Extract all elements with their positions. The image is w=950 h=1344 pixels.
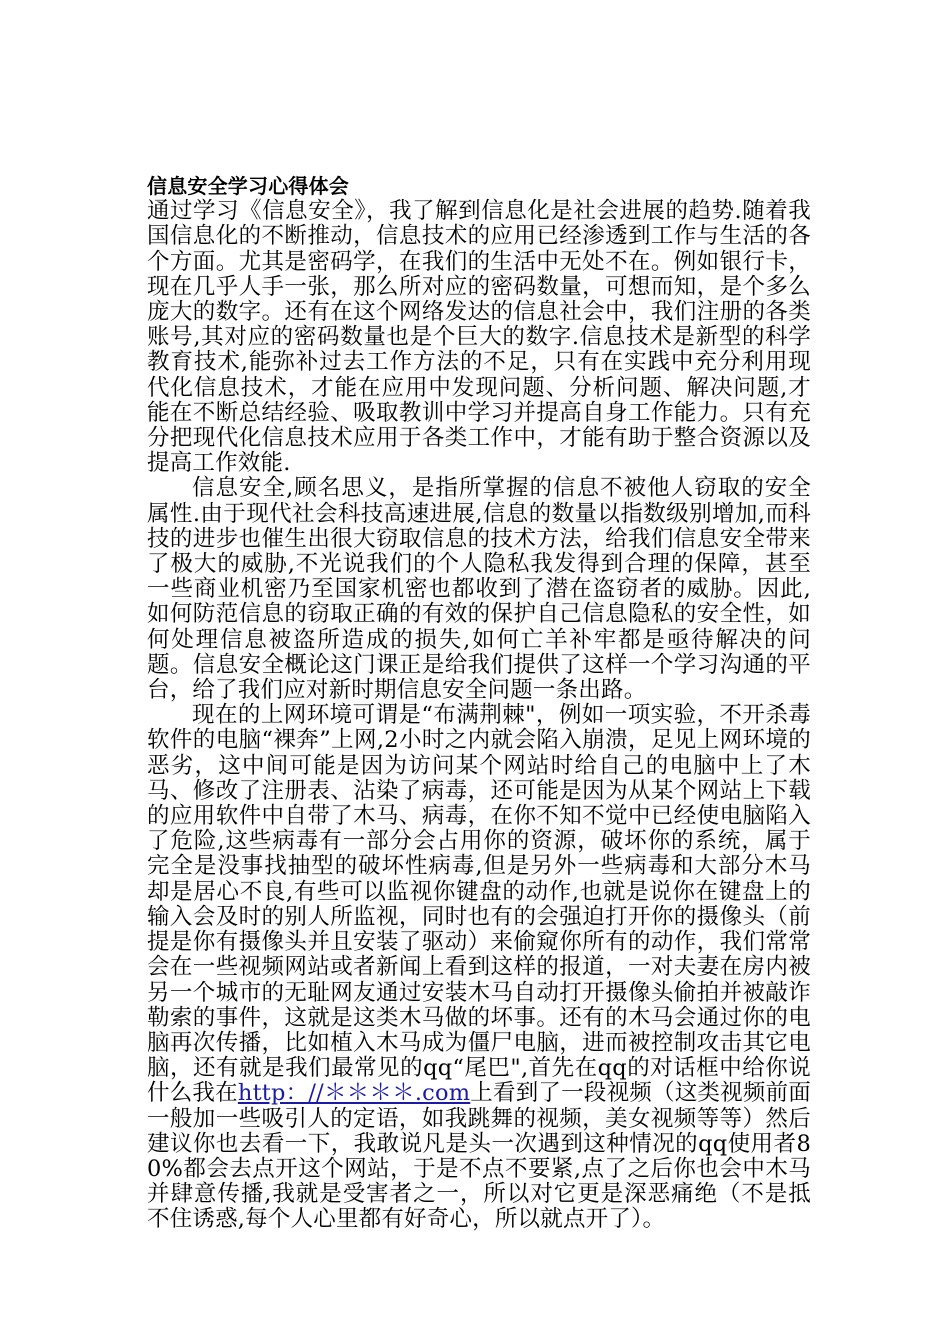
paragraph-text-after-link: 上看到了一段视频（这类视频前面一般加一些吸引人的定语，如我跳舞的视频，美女视频等等）然后建议你也去看一下，我敢说凡是头一次遇到这种情况的qq使用者80%都会去点开这个网站，于是不点不要紧,点了之后你也会中木马并肆意传播,我就是受害者之一，所以对它更是深恶痛绝（不是抵不住诱惑,每个人心里都有好奇心，所以就点开了）。 (147, 1080, 811, 1233)
example-url-link[interactable]: http：//＊＊＊＊.com (237, 1080, 471, 1107)
paragraph-network-environment (147, 703, 811, 1232)
paragraph-intro: 通过学习《信息安全》，我了解到信息化是社会进展的趋势.随着我国信息化的不断推动，信息技术的应用已经渗透到工作与生活的各个方面。尤其是密码学，在我们的生活中无处不在。例如银行卡，现在几乎人手一张，那么所对应的密码数量，可想而知，是个多么庞大的数字。还有在这个网络发达的信息社会中，我们注册的各类账号,其对应的密码数量也是个巨大的数字.信息技术是新型的科学教育技术,能弥补过去工作方法的不足，只有在实践中充分利用现代化信息技术，才能在应用中发现问题、分析问题、解决问题,才能在不断总结经验、吸取教训中学习并提高自身工作能力。只有充分把现代化信息技术应用于各类工作中，才能有助于整合资源以及提高工作效能. (147, 198, 811, 477)
paragraph-definition: 信息安全,顾名思义，是指所掌握的信息不被他人窃取的安全属性.由于现代社会科技高速进展,信息的数量以指数级别增加,而科技的进步也催生出很大窃取信息的技术方法，给我们信息安全带来了极大的威胁,不光说我们的个人隐私我发得到合理的保障，甚至一些商业机密乃至国家机密也都收到了潜在盗窃者的威胁。因此,如何防范信息的窃取正确的有效的保护自己信息隐私的安全性，如何处理信息被盗所造成的损失,如何亡羊补牢都是亟待解决的问题。信息安全概论这门课正是给我们提供了这样一个学习沟通的平台，给了我们应对新时期信息安全问题一条出路。 (147, 475, 811, 704)
paragraph-text-before-link: 现在的上网环境可谓是“布满荆棘"，例如一项实验，不开杀毒软件的电脑“裸奔”上网,2小时之内就会陷入崩溃，足见上网环境的恶劣，这中间可能是因为访问某个网站时给自己的电脑中上了木马、修改了注册表、沾染了病毒，还可能是因为从某个网站上下载的应用软件中自带了木马、病毒，在你不知不觉中已经使电脑陷入了危险,这些病毒有一部分会占用你的资源，破坏你的系统，属于完全是没事找抽型的破坏性病毒,但是另外一些病毒和大部分木马却是居心不良,有些可以监视你键盘的动作,也就是说你在键盘上的输入会及时的别人所监视，同时也有的会强迫打开你的摄像头（前提是你有摄像头并且安装了驱动）来偷窥你所有的动作，我们常常会在一些视频网站或者新闻上看到这样的报道，一对夫妻在房内被另一个城市的无耻网友通过安装木马自动打开摄像头偷拍并被敲诈勒索的事件，这就是这类木马做的坏事。还有的木马会通过你的电脑再次传播，比如植入木马成为僵尸电脑，进而被控制攻击其它电脑，还有就是我们最常见的qq“尾巴",首先在qq的对话框中给你说什么我在 (147, 702, 811, 1107)
document-title: 信息安全学习心得体会 (147, 174, 349, 198)
document-page (147, 174, 811, 1233)
